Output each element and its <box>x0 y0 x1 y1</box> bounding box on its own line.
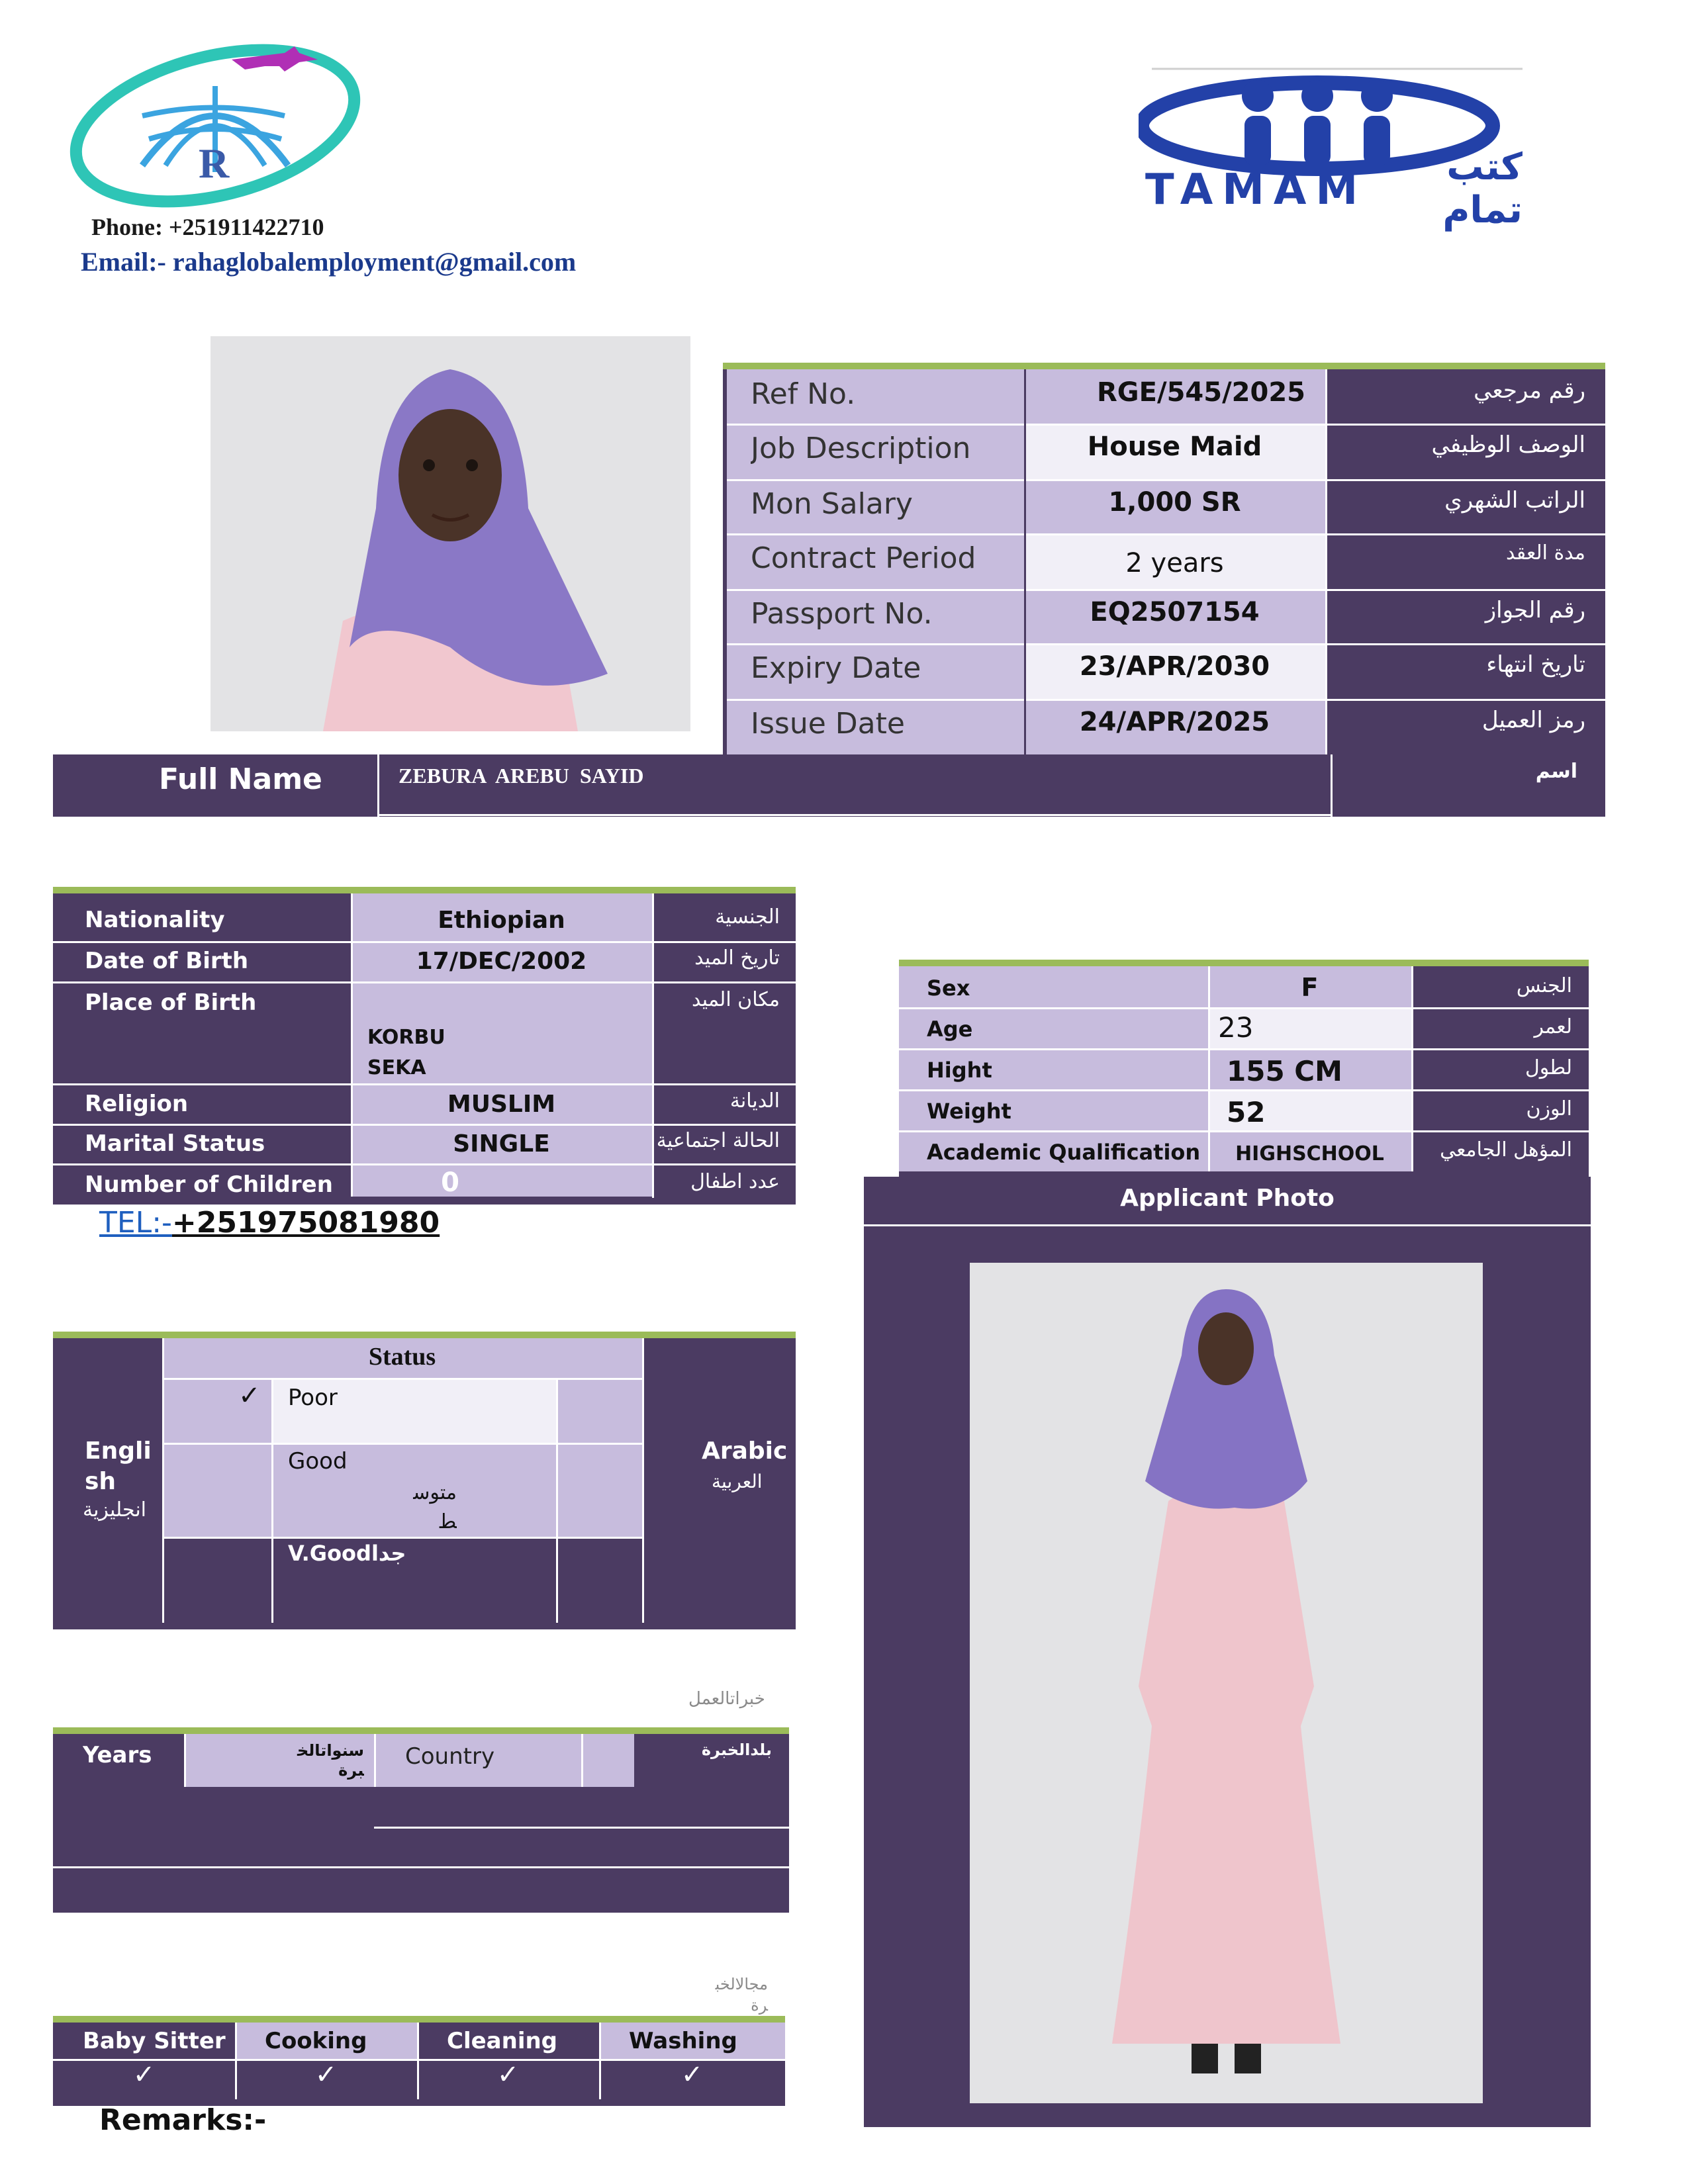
person-full-body-icon <box>970 1263 1483 2103</box>
weight-label: Weight <box>927 1099 1011 1124</box>
religion-value: MUSLIM <box>447 1091 556 1118</box>
tamam-logo-text: TAMAM <box>1145 165 1368 214</box>
sex-arabic: الجنس <box>1516 974 1572 997</box>
hight-value: 155 CM <box>1227 1055 1342 1087</box>
ref-no-value: RGE/545/2025 <box>1097 377 1305 408</box>
academic-qualification-value: HIGHSCHOOL <box>1235 1142 1384 1165</box>
country-arabic: بلدالخبرة <box>701 1741 772 1759</box>
nationality-arabic: الجنسية <box>715 905 780 929</box>
years-label: Years <box>83 1742 152 1768</box>
expiry-date-value: 23/APR/2030 <box>1079 651 1270 682</box>
full-body-photo <box>970 1263 1483 2103</box>
globe-plane-icon <box>66 40 364 218</box>
mon-salary-value: 1,000 SR <box>1108 487 1241 518</box>
academic-qualification-arabic: المؤهل الجامعي <box>1440 1138 1572 1161</box>
passport-no-label: Passport No. <box>751 597 933 631</box>
tel-link[interactable]: TEL:- <box>99 1206 172 1240</box>
top-info-table <box>723 363 1605 761</box>
poor-label: Poor <box>288 1385 338 1411</box>
marital-status-value: SINGLE <box>453 1130 550 1158</box>
contract-period-arabic: مدة العقد <box>1506 541 1585 565</box>
ref-no-arabic: رقم مرجعي <box>1474 377 1585 404</box>
arabic-language-arabic: العربية <box>712 1471 763 1492</box>
vgood-arabic: جدا <box>371 1541 406 1566</box>
sex-label: Sex <box>927 976 970 1001</box>
skill-cleaning-checkmark: ✓ <box>496 2060 520 2090</box>
header-email: Email:- rahaglobalemployment@gmail.com <box>81 247 577 277</box>
language-table <box>53 1332 796 1629</box>
tel-line <box>99 1206 440 1240</box>
raha-logo <box>66 40 364 218</box>
job-description-value: House Maid <box>1087 432 1262 462</box>
good-label: Good <box>288 1448 348 1475</box>
skill-cooking-checkmark: ✓ <box>314 2060 338 2090</box>
number-of-children-label: Number of Children <box>85 1171 333 1198</box>
issue-date-label: Issue Date <box>751 707 905 741</box>
english-label-line2: sh <box>85 1468 117 1495</box>
expiry-date-arabic: تاريخ انتهاء <box>1486 651 1585 678</box>
passport-no-value: EQ2507154 <box>1090 597 1260 627</box>
skills-table <box>53 2016 785 2106</box>
remarks-label: Remarks:- <box>99 2103 267 2137</box>
skill-cooking-label: Cooking <box>265 2028 367 2054</box>
skill-cleaning-label: Cleaning <box>447 2028 558 2054</box>
hight-label: Hight <box>927 1058 992 1083</box>
passport-no-arabic: رقم الجواز <box>1485 597 1585 623</box>
hight-arabic: لطول <box>1524 1056 1572 1079</box>
skill-baby-sitter-label: Baby Sitter <box>83 2028 226 2054</box>
marital-status-arabic: الحالة اجتماعية <box>656 1129 780 1152</box>
nationality-value: Ethiopian <box>438 907 565 934</box>
years-arabic: سنواتالخبرة <box>297 1741 364 1780</box>
full-name-row <box>53 754 1605 817</box>
place-of-birth-arabic: مكان الميد <box>692 988 780 1011</box>
person-portrait-icon <box>211 336 690 731</box>
job-description-label: Job Description <box>751 432 971 465</box>
arabic-language-label: Arabic <box>702 1437 788 1465</box>
tamam-logo-arabic: كتب تمام <box>1442 146 1523 232</box>
skill-washing-checkmark: ✓ <box>680 2060 704 2090</box>
contract-period-label: Contract Period <box>751 541 976 575</box>
mon-salary-arabic: الراتب الشهري <box>1444 487 1585 514</box>
english-label-arabic: انجليزية <box>83 1498 147 1522</box>
ref-no-label: Ref No. <box>751 377 856 411</box>
number-of-children-value: 0 <box>441 1167 459 1198</box>
passport-photo <box>211 336 690 731</box>
full-name-arabic: اسم <box>1535 760 1577 783</box>
skill-washing-label: Washing <box>629 2028 737 2054</box>
language-status-label: Status <box>368 1343 436 1371</box>
vgood-label-text: V.Good <box>288 1541 371 1566</box>
personal-info-table <box>53 887 796 1205</box>
issue-date-value: 24/APR/2025 <box>1079 707 1270 737</box>
mon-salary-label: Mon Salary <box>751 487 913 521</box>
tamam-logo <box>1139 66 1536 232</box>
place-of-birth-value-line2: SEKA <box>367 1056 426 1079</box>
religion-label: Religion <box>85 1091 189 1117</box>
applicant-photo-label: Applicant Photo <box>1120 1185 1335 1212</box>
religion-arabic: الديانة <box>729 1089 780 1113</box>
weight-arabic: الوزن <box>1526 1097 1572 1120</box>
date-of-birth-arabic: تاريخ الميد <box>694 946 780 970</box>
country-label: Country <box>405 1743 495 1770</box>
full-name-value: ZEBURA AREBU SAYID <box>399 764 644 788</box>
good-arabic: متوسط <box>413 1481 457 1533</box>
place-of-birth-value-line1: KORBU <box>367 1026 445 1049</box>
weight-value: 52 <box>1227 1096 1266 1128</box>
place-of-birth-label: Place of Birth <box>85 989 257 1016</box>
full-name-label: Full Name <box>159 762 322 796</box>
experience-table <box>53 1727 789 1913</box>
age-label: Age <box>927 1017 973 1042</box>
marital-status-label: Marital Status <box>85 1130 265 1157</box>
sex-value: F <box>1301 973 1319 1002</box>
nationality-label: Nationality <box>85 907 225 933</box>
issue-date-arabic: رمز العميل <box>1481 707 1585 733</box>
contract-period-value: 2 years <box>1125 548 1224 578</box>
expiry-date-label: Expiry Date <box>751 651 921 685</box>
job-description-arabic: الوصف الوظيفي <box>1431 432 1585 458</box>
english-label-line1: Engli <box>85 1437 152 1465</box>
academic-qualification-label: Academic Qualification <box>927 1140 1201 1165</box>
skills-title-arabic: مجالالخبرة <box>715 1975 768 2015</box>
date-of-birth-label: Date of Birth <box>85 948 249 974</box>
raha-logo-letter: R <box>199 140 230 187</box>
skill-baby-sitter-checkmark: ✓ <box>132 2060 156 2090</box>
number-of-children-arabic: عدد اطفال <box>690 1170 780 1193</box>
physical-info-table <box>899 960 1589 1178</box>
poor-english-checkmark: ✓ <box>238 1381 261 1411</box>
vgood-label <box>288 1541 406 1566</box>
applicant-photo-panel <box>864 1177 1591 2127</box>
age-arabic: لعمر <box>1534 1015 1572 1038</box>
experience-title-arabic: خبراتالعمل <box>688 1689 765 1709</box>
tel-number: +251975081980 <box>171 1206 440 1240</box>
date-of-birth-value: 17/DEC/2002 <box>416 948 587 975</box>
header-phone: Phone: +251911422710 <box>91 214 324 240</box>
age-value: 23 <box>1218 1011 1254 1044</box>
